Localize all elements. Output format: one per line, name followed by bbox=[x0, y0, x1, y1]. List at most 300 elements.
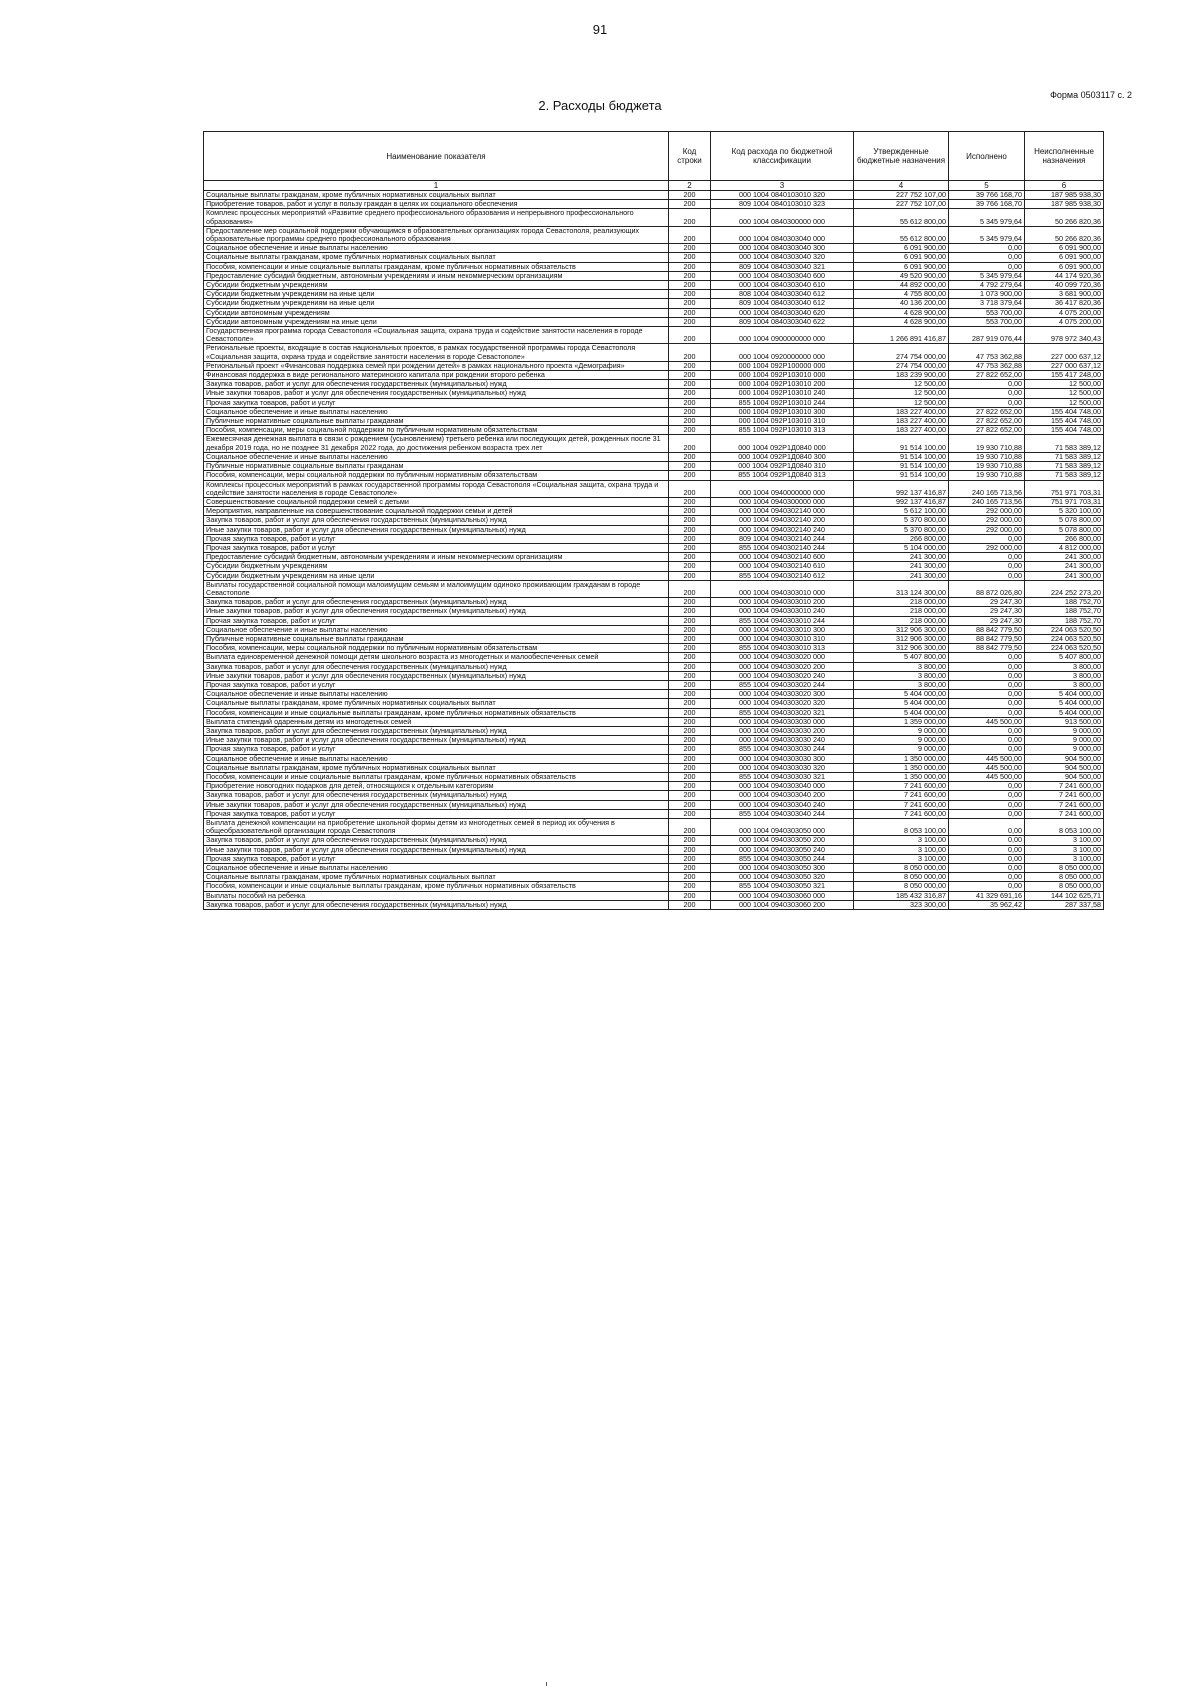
table-row bbox=[204, 891, 1104, 900]
row-line-code: 200 bbox=[669, 435, 711, 452]
row-executed: 0,00 bbox=[949, 809, 1025, 818]
expenses-table bbox=[203, 131, 1104, 910]
row-classification-code: 000 1004 092P1Д0840 000 bbox=[711, 435, 854, 452]
row-name: Субсидии бюджетным учреждениям на иные цели bbox=[204, 290, 669, 299]
table-row bbox=[204, 671, 1104, 680]
table-row bbox=[204, 480, 1104, 497]
row-classification-code: 855 1004 0940302140 244 bbox=[711, 543, 854, 552]
row-unexecuted: 7 241 600,00 bbox=[1025, 791, 1104, 800]
row-name: Закупка товаров, работ и услуг для обеспечения государственных (муниципальных) нужд bbox=[204, 726, 669, 735]
row-unexecuted: 187 985 938,30 bbox=[1025, 191, 1104, 200]
row-name: Социальное обеспечение и иные выплаты населению bbox=[204, 754, 669, 763]
row-executed: 553 700,00 bbox=[949, 317, 1025, 326]
row-unexecuted: 241 300,00 bbox=[1025, 553, 1104, 562]
row-unexecuted: 224 063 520,50 bbox=[1025, 625, 1104, 634]
row-line-code: 200 bbox=[669, 699, 711, 708]
row-classification-code: 000 1004 0940000000 000 bbox=[711, 480, 854, 497]
row-unexecuted: 4 075 200,00 bbox=[1025, 317, 1104, 326]
row-line-code: 200 bbox=[669, 226, 711, 243]
row-executed: 0,00 bbox=[949, 244, 1025, 253]
row-name: Предоставление субсидий бюджетным, автономным учреждениям и иным некоммерческим организациям bbox=[204, 271, 669, 280]
header-approved: Утвержденные бюджетные назначения bbox=[854, 132, 949, 181]
row-line-code: 200 bbox=[669, 507, 711, 516]
row-executed: 445 500,00 bbox=[949, 754, 1025, 763]
row-unexecuted: 266 800,00 bbox=[1025, 534, 1104, 543]
document-title: 2. Расходы бюджета bbox=[538, 98, 662, 113]
row-unexecuted: 224 063 520,50 bbox=[1025, 644, 1104, 653]
row-classification-code: 000 1004 0940303010 240 bbox=[711, 607, 854, 616]
row-executed: 0,00 bbox=[949, 534, 1025, 543]
row-executed: 0,00 bbox=[949, 864, 1025, 873]
row-executed: 19 930 710,88 bbox=[949, 435, 1025, 452]
row-unexecuted: 155 404 748,00 bbox=[1025, 426, 1104, 435]
row-approved: 9 000,00 bbox=[854, 726, 949, 735]
row-approved: 8 050 000,00 bbox=[854, 882, 949, 891]
row-unexecuted: 904 500,00 bbox=[1025, 773, 1104, 782]
row-classification-code: 855 1004 0940303020 321 bbox=[711, 708, 854, 717]
row-line-code: 200 bbox=[669, 389, 711, 398]
row-approved: 40 136 200,00 bbox=[854, 299, 949, 308]
row-name: Субсидии бюджетным учреждениям bbox=[204, 281, 669, 290]
row-executed: 292 000,00 bbox=[949, 525, 1025, 534]
row-unexecuted: 12 500,00 bbox=[1025, 380, 1104, 389]
row-approved: 3 800,00 bbox=[854, 662, 949, 671]
table-row bbox=[204, 327, 1104, 344]
row-line-code: 200 bbox=[669, 708, 711, 717]
row-classification-code: 000 1004 0940303030 320 bbox=[711, 763, 854, 772]
row-line-code: 200 bbox=[669, 873, 711, 882]
header-classification-code: Код расхода по бюджетной классификации bbox=[711, 132, 854, 181]
row-classification-code: 000 1004 0840300000 000 bbox=[711, 209, 854, 226]
row-line-code: 200 bbox=[669, 662, 711, 671]
row-approved: 6 091 900,00 bbox=[854, 253, 949, 262]
row-executed: 0,00 bbox=[949, 736, 1025, 745]
row-line-code: 200 bbox=[669, 361, 711, 370]
table-row bbox=[204, 525, 1104, 534]
row-classification-code: 000 1004 0840103010 320 bbox=[711, 191, 854, 200]
row-approved: 1 350 000,00 bbox=[854, 763, 949, 772]
row-classification-code: 809 1004 0840303040 321 bbox=[711, 262, 854, 271]
row-unexecuted: 7 241 600,00 bbox=[1025, 782, 1104, 791]
row-line-code: 200 bbox=[669, 562, 711, 571]
row-classification-code: 000 1004 092P100000 000 bbox=[711, 361, 854, 370]
row-line-code: 200 bbox=[669, 571, 711, 580]
row-name: Прочая закупка товаров, работ и услуг bbox=[204, 854, 669, 863]
table-row bbox=[204, 616, 1104, 625]
row-classification-code: 000 1004 0940303060 000 bbox=[711, 891, 854, 900]
row-line-code: 200 bbox=[669, 480, 711, 497]
row-line-code: 200 bbox=[669, 417, 711, 426]
row-unexecuted: 5 407 800,00 bbox=[1025, 653, 1104, 662]
row-classification-code: 000 1004 092P103010 000 bbox=[711, 371, 854, 380]
table-row bbox=[204, 819, 1104, 836]
row-line-code: 200 bbox=[669, 754, 711, 763]
row-unexecuted: 12 500,00 bbox=[1025, 398, 1104, 407]
row-name: Прочая закупка товаров, работ и услуг bbox=[204, 398, 669, 407]
col-number: 1 bbox=[204, 181, 669, 191]
row-classification-code: 855 1004 092P103010 244 bbox=[711, 398, 854, 407]
row-classification-code: 000 1004 0840303040 320 bbox=[711, 253, 854, 262]
row-approved: 1 350 000,00 bbox=[854, 773, 949, 782]
table-row bbox=[204, 516, 1104, 525]
row-classification-code: 855 1004 0940303030 244 bbox=[711, 745, 854, 754]
row-executed: 0,00 bbox=[949, 662, 1025, 671]
row-line-code: 200 bbox=[669, 426, 711, 435]
row-executed: 35 962,42 bbox=[949, 900, 1025, 909]
row-classification-code: 000 1004 0840303040 000 bbox=[711, 226, 854, 243]
row-name: Иные закупки товаров, работ и услуг для обеспечения государственных (муниципальных) нужд bbox=[204, 736, 669, 745]
table-row bbox=[204, 271, 1104, 280]
table-row bbox=[204, 882, 1104, 891]
header-executed: Исполнено bbox=[949, 132, 1025, 181]
table-row bbox=[204, 262, 1104, 271]
row-line-code: 200 bbox=[669, 553, 711, 562]
row-unexecuted: 7 241 600,00 bbox=[1025, 809, 1104, 818]
row-executed: 0,00 bbox=[949, 253, 1025, 262]
row-name: Иные закупки товаров, работ и услуг для обеспечения государственных (муниципальных) нужд bbox=[204, 845, 669, 854]
row-classification-code: 000 1004 0840303040 610 bbox=[711, 281, 854, 290]
row-approved: 12 500,00 bbox=[854, 380, 949, 389]
row-name: Закупка товаров, работ и услуг для обеспечения государственных (муниципальных) нужд bbox=[204, 900, 669, 909]
row-line-code: 200 bbox=[669, 616, 711, 625]
row-classification-code: 809 1004 0840303040 622 bbox=[711, 317, 854, 326]
row-approved: 5 404 000,00 bbox=[854, 708, 949, 717]
row-name: Иные закупки товаров, работ и услуг для обеспечения государственных (муниципальных) нужд bbox=[204, 671, 669, 680]
row-line-code: 200 bbox=[669, 717, 711, 726]
row-classification-code: 809 1004 0840103010 323 bbox=[711, 200, 854, 209]
row-unexecuted: 227 000 637,12 bbox=[1025, 361, 1104, 370]
row-classification-code: 000 1004 0940303050 240 bbox=[711, 845, 854, 854]
row-unexecuted: 8 050 000,00 bbox=[1025, 864, 1104, 873]
row-approved: 218 000,00 bbox=[854, 607, 949, 616]
row-approved: 55 612 800,00 bbox=[854, 209, 949, 226]
row-name: Закупка товаров, работ и услуг для обеспечения государственных (муниципальных) нужд bbox=[204, 836, 669, 845]
col-number: 3 bbox=[711, 181, 854, 191]
row-executed: 0,00 bbox=[949, 708, 1025, 717]
row-executed: 19 930 710,88 bbox=[949, 462, 1025, 471]
row-approved: 183 227 400,00 bbox=[854, 407, 949, 416]
table-row bbox=[204, 580, 1104, 597]
row-name: Региональные проекты, входящие в состав национальных проектов, в рамках государственной программы города Севастополя «Социальная защита, охрана труда и содействие занятости населения в городе Севастополе» bbox=[204, 344, 669, 361]
row-approved: 1 359 000,00 bbox=[854, 717, 949, 726]
header-name: Наименование показателя bbox=[204, 132, 669, 181]
row-line-code: 200 bbox=[669, 690, 711, 699]
row-classification-code: 000 1004 092P1Д0840 310 bbox=[711, 462, 854, 471]
row-unexecuted: 36 417 820,36 bbox=[1025, 299, 1104, 308]
row-unexecuted: 155 404 748,00 bbox=[1025, 407, 1104, 416]
row-approved: 4 628 900,00 bbox=[854, 317, 949, 326]
row-line-code: 200 bbox=[669, 407, 711, 416]
row-name: Выплата единовременной денежной помощи детям школьного возраста из многодетных и малообеспеченных семей bbox=[204, 653, 669, 662]
row-unexecuted: 7 241 600,00 bbox=[1025, 800, 1104, 809]
row-approved: 218 000,00 bbox=[854, 598, 949, 607]
row-name: Социальные выплаты гражданам, кроме публичных нормативных социальных выплат bbox=[204, 191, 669, 200]
row-line-code: 200 bbox=[669, 607, 711, 616]
row-name: Пособия, компенсации, меры социальной поддержки по публичным нормативным обязательствам bbox=[204, 426, 669, 435]
row-classification-code: 000 1004 0940303020 320 bbox=[711, 699, 854, 708]
row-approved: 5 404 000,00 bbox=[854, 690, 949, 699]
row-executed: 0,00 bbox=[949, 699, 1025, 708]
table-row bbox=[204, 253, 1104, 262]
row-name: Выплата стипендий одаренным детям из многодетных семей bbox=[204, 717, 669, 726]
row-line-code: 200 bbox=[669, 736, 711, 745]
row-approved: 3 100,00 bbox=[854, 845, 949, 854]
row-name: Финансовая поддержка в виде регионального материнского капитала при рождении второго ребенка bbox=[204, 371, 669, 380]
row-classification-code: 000 1004 092P103010 200 bbox=[711, 380, 854, 389]
row-executed: 19 930 710,88 bbox=[949, 452, 1025, 461]
row-executed: 445 500,00 bbox=[949, 717, 1025, 726]
row-classification-code: 000 1004 0940303010 200 bbox=[711, 598, 854, 607]
row-approved: 323 300,00 bbox=[854, 900, 949, 909]
row-unexecuted: 227 000 637,12 bbox=[1025, 344, 1104, 361]
row-name: Прочая закупка товаров, работ и услуг bbox=[204, 745, 669, 754]
table-row bbox=[204, 845, 1104, 854]
row-executed: 0,00 bbox=[949, 873, 1025, 882]
row-unexecuted: 8 053 100,00 bbox=[1025, 819, 1104, 836]
row-unexecuted: 5 320 100,00 bbox=[1025, 507, 1104, 516]
row-line-code: 200 bbox=[669, 634, 711, 643]
row-line-code: 200 bbox=[669, 452, 711, 461]
row-name: Комплексы процессных мероприятий в рамках государственной программы города Севастополя «Социальная защита, охрана труда и содействие занятости населения в городе Севастополе» bbox=[204, 480, 669, 497]
row-name: Ежемесячная денежная выплата в связи с рождением (усыновлением) третьего ребенка или последующих детей, рожденных после 31 декабря 2019 года, но не позднее 31 декабря 2022 года, до достижения ребенком возраста трех лет bbox=[204, 435, 669, 452]
row-unexecuted: 241 300,00 bbox=[1025, 562, 1104, 571]
row-name: Субсидии автономным учреждениям на иные цели bbox=[204, 317, 669, 326]
table-row bbox=[204, 471, 1104, 480]
row-line-code: 200 bbox=[669, 653, 711, 662]
row-unexecuted: 9 000,00 bbox=[1025, 726, 1104, 735]
row-executed: 0,00 bbox=[949, 819, 1025, 836]
row-name: Социальные выплаты гражданам, кроме публичных нормативных социальных выплат bbox=[204, 763, 669, 772]
row-name: Пособия, компенсации, меры социальной поддержки по публичным нормативным обязательствам bbox=[204, 644, 669, 653]
row-executed: 0,00 bbox=[949, 389, 1025, 398]
row-unexecuted: 751 971 703,31 bbox=[1025, 480, 1104, 497]
row-approved: 1 350 000,00 bbox=[854, 754, 949, 763]
table-row bbox=[204, 708, 1104, 717]
row-name: Социальные выплаты гражданам, кроме публичных нормативных социальных выплат bbox=[204, 873, 669, 882]
row-executed: 88 842 779,50 bbox=[949, 634, 1025, 643]
row-unexecuted: 9 000,00 bbox=[1025, 745, 1104, 754]
row-classification-code: 000 1004 0940303040 000 bbox=[711, 782, 854, 791]
row-name: Мероприятия, направленные на совершенствование социальной поддержки семьи и детей bbox=[204, 507, 669, 516]
col-number: 2 bbox=[669, 181, 711, 191]
row-unexecuted: 3 681 900,00 bbox=[1025, 290, 1104, 299]
page-mark bbox=[546, 1682, 547, 1686]
table-row bbox=[204, 398, 1104, 407]
row-name: Совершенствование социальной поддержки семей с детьми bbox=[204, 497, 669, 506]
row-classification-code: 000 1004 092P103010 240 bbox=[711, 389, 854, 398]
row-executed: 88 872 026,80 bbox=[949, 580, 1025, 597]
row-name: Региональный проект «Финансовая поддержка семей при рождении детей» в рамках национального проекта «Демография» bbox=[204, 361, 669, 370]
row-classification-code: 000 1004 0940302140 600 bbox=[711, 553, 854, 562]
row-unexecuted: 71 583 389,12 bbox=[1025, 435, 1104, 452]
row-name: Предоставление субсидий бюджетным, автономным учреждениям и иным некоммерческим организациям bbox=[204, 553, 669, 562]
row-line-code: 200 bbox=[669, 344, 711, 361]
row-line-code: 200 bbox=[669, 800, 711, 809]
row-approved: 5 612 100,00 bbox=[854, 507, 949, 516]
row-executed: 0,00 bbox=[949, 726, 1025, 735]
row-name: Закупка товаров, работ и услуг для обеспечения государственных (муниципальных) нужд bbox=[204, 516, 669, 525]
row-classification-code: 000 1004 0940302140 200 bbox=[711, 516, 854, 525]
row-line-code: 200 bbox=[669, 625, 711, 634]
row-classification-code: 855 1004 092P1Д0840 313 bbox=[711, 471, 854, 480]
col-number: 6 bbox=[1025, 181, 1104, 191]
row-approved: 312 906 300,00 bbox=[854, 625, 949, 634]
row-line-code: 200 bbox=[669, 262, 711, 271]
row-name: Закупка товаров, работ и услуг для обеспечения государственных (муниципальных) нужд bbox=[204, 598, 669, 607]
row-name: Прочая закупка товаров, работ и услуг bbox=[204, 680, 669, 689]
row-line-code: 200 bbox=[669, 516, 711, 525]
row-unexecuted: 71 583 389,12 bbox=[1025, 462, 1104, 471]
row-name: Публичные нормативные социальные выплаты гражданам bbox=[204, 462, 669, 471]
row-unexecuted: 144 102 625,71 bbox=[1025, 891, 1104, 900]
row-unexecuted: 904 500,00 bbox=[1025, 763, 1104, 772]
row-name: Социальные выплаты гражданам, кроме публичных нормативных социальных выплат bbox=[204, 699, 669, 708]
row-unexecuted: 5 404 000,00 bbox=[1025, 699, 1104, 708]
row-line-code: 200 bbox=[669, 809, 711, 818]
row-executed: 0,00 bbox=[949, 562, 1025, 571]
row-executed: 292 000,00 bbox=[949, 507, 1025, 516]
row-unexecuted: 8 050 000,00 bbox=[1025, 882, 1104, 891]
row-approved: 6 091 900,00 bbox=[854, 262, 949, 271]
row-approved: 5 404 000,00 bbox=[854, 699, 949, 708]
row-executed: 0,00 bbox=[949, 262, 1025, 271]
row-classification-code: 855 1004 0940302140 612 bbox=[711, 571, 854, 580]
row-approved: 5 370 800,00 bbox=[854, 525, 949, 534]
row-executed: 27 822 652,00 bbox=[949, 407, 1025, 416]
row-approved: 8 050 000,00 bbox=[854, 873, 949, 882]
row-unexecuted: 6 091 900,00 bbox=[1025, 244, 1104, 253]
row-classification-code: 809 1004 0940302140 244 bbox=[711, 534, 854, 543]
row-line-code: 200 bbox=[669, 763, 711, 772]
row-approved: 218 000,00 bbox=[854, 616, 949, 625]
table-row bbox=[204, 553, 1104, 562]
row-executed: 0,00 bbox=[949, 380, 1025, 389]
row-classification-code: 855 1004 0940303010 244 bbox=[711, 616, 854, 625]
row-line-code: 200 bbox=[669, 745, 711, 754]
row-name: Закупка товаров, работ и услуг для обеспечения государственных (муниципальных) нужд bbox=[204, 662, 669, 671]
row-line-code: 200 bbox=[669, 299, 711, 308]
row-classification-code: 000 1004 0940303010 310 bbox=[711, 634, 854, 643]
row-classification-code: 000 1004 0940303050 320 bbox=[711, 873, 854, 882]
row-name: Приобретение товаров, работ и услуг в пользу граждан в целях их социального обеспечения bbox=[204, 200, 669, 209]
row-classification-code: 000 1004 0940303020 200 bbox=[711, 662, 854, 671]
row-unexecuted: 5 404 000,00 bbox=[1025, 708, 1104, 717]
table-row bbox=[204, 736, 1104, 745]
row-approved: 49 520 900,00 bbox=[854, 271, 949, 280]
row-name: Социальное обеспечение и иные выплаты населению bbox=[204, 452, 669, 461]
row-line-code: 200 bbox=[669, 462, 711, 471]
row-classification-code: 000 1004 092P103010 300 bbox=[711, 407, 854, 416]
row-executed: 0,00 bbox=[949, 398, 1025, 407]
row-unexecuted: 6 091 900,00 bbox=[1025, 253, 1104, 262]
row-approved: 3 100,00 bbox=[854, 836, 949, 845]
row-name: Субсидии бюджетным учреждениям на иные цели bbox=[204, 571, 669, 580]
row-name: Приобретение новогодних подарков для детей, относящихся к отдельным категориям bbox=[204, 782, 669, 791]
row-name: Иные закупки товаров, работ и услуг для обеспечения государственных (муниципальных) нужд bbox=[204, 607, 669, 616]
table-row bbox=[204, 607, 1104, 616]
row-classification-code: 000 1004 0840303040 620 bbox=[711, 308, 854, 317]
row-classification-code: 000 1004 0940303050 000 bbox=[711, 819, 854, 836]
row-line-code: 200 bbox=[669, 271, 711, 280]
row-name: Субсидии бюджетным учреждениям bbox=[204, 562, 669, 571]
row-line-code: 200 bbox=[669, 791, 711, 800]
row-executed: 29 247,30 bbox=[949, 616, 1025, 625]
row-unexecuted: 3 800,00 bbox=[1025, 662, 1104, 671]
row-classification-code: 855 1004 0940303030 321 bbox=[711, 773, 854, 782]
table-row bbox=[204, 800, 1104, 809]
row-approved: 91 514 100,00 bbox=[854, 435, 949, 452]
row-executed: 29 247,30 bbox=[949, 598, 1025, 607]
row-executed: 5 345 979,64 bbox=[949, 209, 1025, 226]
row-name: Социальное обеспечение и иные выплаты населению bbox=[204, 244, 669, 253]
row-approved: 992 137 416,87 bbox=[854, 497, 949, 506]
row-name: Выплата денежной компенсации на приобретение школьной формы детям из многодетных семей в период их обучения в общеобразовательной организации города Севастополя bbox=[204, 819, 669, 836]
row-classification-code: 000 1004 0900000000 000 bbox=[711, 327, 854, 344]
row-executed: 292 000,00 bbox=[949, 543, 1025, 552]
row-approved: 91 514 100,00 bbox=[854, 452, 949, 461]
row-classification-code: 000 1004 0940303050 300 bbox=[711, 864, 854, 873]
row-executed: 0,00 bbox=[949, 845, 1025, 854]
row-approved: 91 514 100,00 bbox=[854, 462, 949, 471]
table-row bbox=[204, 308, 1104, 317]
row-classification-code: 000 1004 092P1Д0840 300 bbox=[711, 452, 854, 461]
row-approved: 9 000,00 bbox=[854, 745, 949, 754]
row-approved: 313 124 300,00 bbox=[854, 580, 949, 597]
row-classification-code: 000 1004 0940303030 200 bbox=[711, 726, 854, 735]
row-approved: 12 500,00 bbox=[854, 398, 949, 407]
row-approved: 91 514 100,00 bbox=[854, 471, 949, 480]
row-executed: 41 329 691,16 bbox=[949, 891, 1025, 900]
row-approved: 4 628 900,00 bbox=[854, 308, 949, 317]
row-approved: 241 300,00 bbox=[854, 553, 949, 562]
row-classification-code: 000 1004 0940303010 300 bbox=[711, 625, 854, 634]
row-unexecuted: 751 971 703,31 bbox=[1025, 497, 1104, 506]
table-row bbox=[204, 662, 1104, 671]
row-line-code: 200 bbox=[669, 471, 711, 480]
row-executed: 39 766 168,70 bbox=[949, 200, 1025, 209]
row-executed: 1 073 900,00 bbox=[949, 290, 1025, 299]
row-approved: 7 241 600,00 bbox=[854, 809, 949, 818]
row-unexecuted: 188 752,70 bbox=[1025, 607, 1104, 616]
row-line-code: 200 bbox=[669, 290, 711, 299]
row-classification-code: 000 1004 0920000000 000 bbox=[711, 344, 854, 361]
row-unexecuted: 3 100,00 bbox=[1025, 836, 1104, 845]
row-unexecuted: 12 500,00 bbox=[1025, 389, 1104, 398]
row-executed: 0,00 bbox=[949, 800, 1025, 809]
row-name: Пособия, компенсации и иные социальные выплаты гражданам, кроме публичных нормативных обязательств bbox=[204, 708, 669, 717]
row-classification-code: 855 1004 0940303010 313 bbox=[711, 644, 854, 653]
row-unexecuted: 155 404 748,00 bbox=[1025, 417, 1104, 426]
table-body bbox=[204, 191, 1104, 910]
row-name: Пособия, компенсации и иные социальные выплаты гражданам, кроме публичных нормативных обязательств bbox=[204, 262, 669, 271]
row-executed: 0,00 bbox=[949, 782, 1025, 791]
row-approved: 185 432 316,87 bbox=[854, 891, 949, 900]
row-name: Прочая закупка товаров, работ и услуг bbox=[204, 809, 669, 818]
row-line-code: 200 bbox=[669, 497, 711, 506]
table-row bbox=[204, 791, 1104, 800]
row-executed: 5 345 979,64 bbox=[949, 271, 1025, 280]
row-executed: 88 842 779,50 bbox=[949, 644, 1025, 653]
row-executed: 27 822 652,00 bbox=[949, 417, 1025, 426]
row-approved: 5 407 800,00 bbox=[854, 653, 949, 662]
row-approved: 3 800,00 bbox=[854, 680, 949, 689]
row-unexecuted: 913 500,00 bbox=[1025, 717, 1104, 726]
row-classification-code: 000 1004 0840303040 600 bbox=[711, 271, 854, 280]
row-executed: 88 842 779,50 bbox=[949, 625, 1025, 634]
page-number: 91 bbox=[592, 22, 608, 37]
row-line-code: 200 bbox=[669, 281, 711, 290]
row-line-code: 200 bbox=[669, 398, 711, 407]
